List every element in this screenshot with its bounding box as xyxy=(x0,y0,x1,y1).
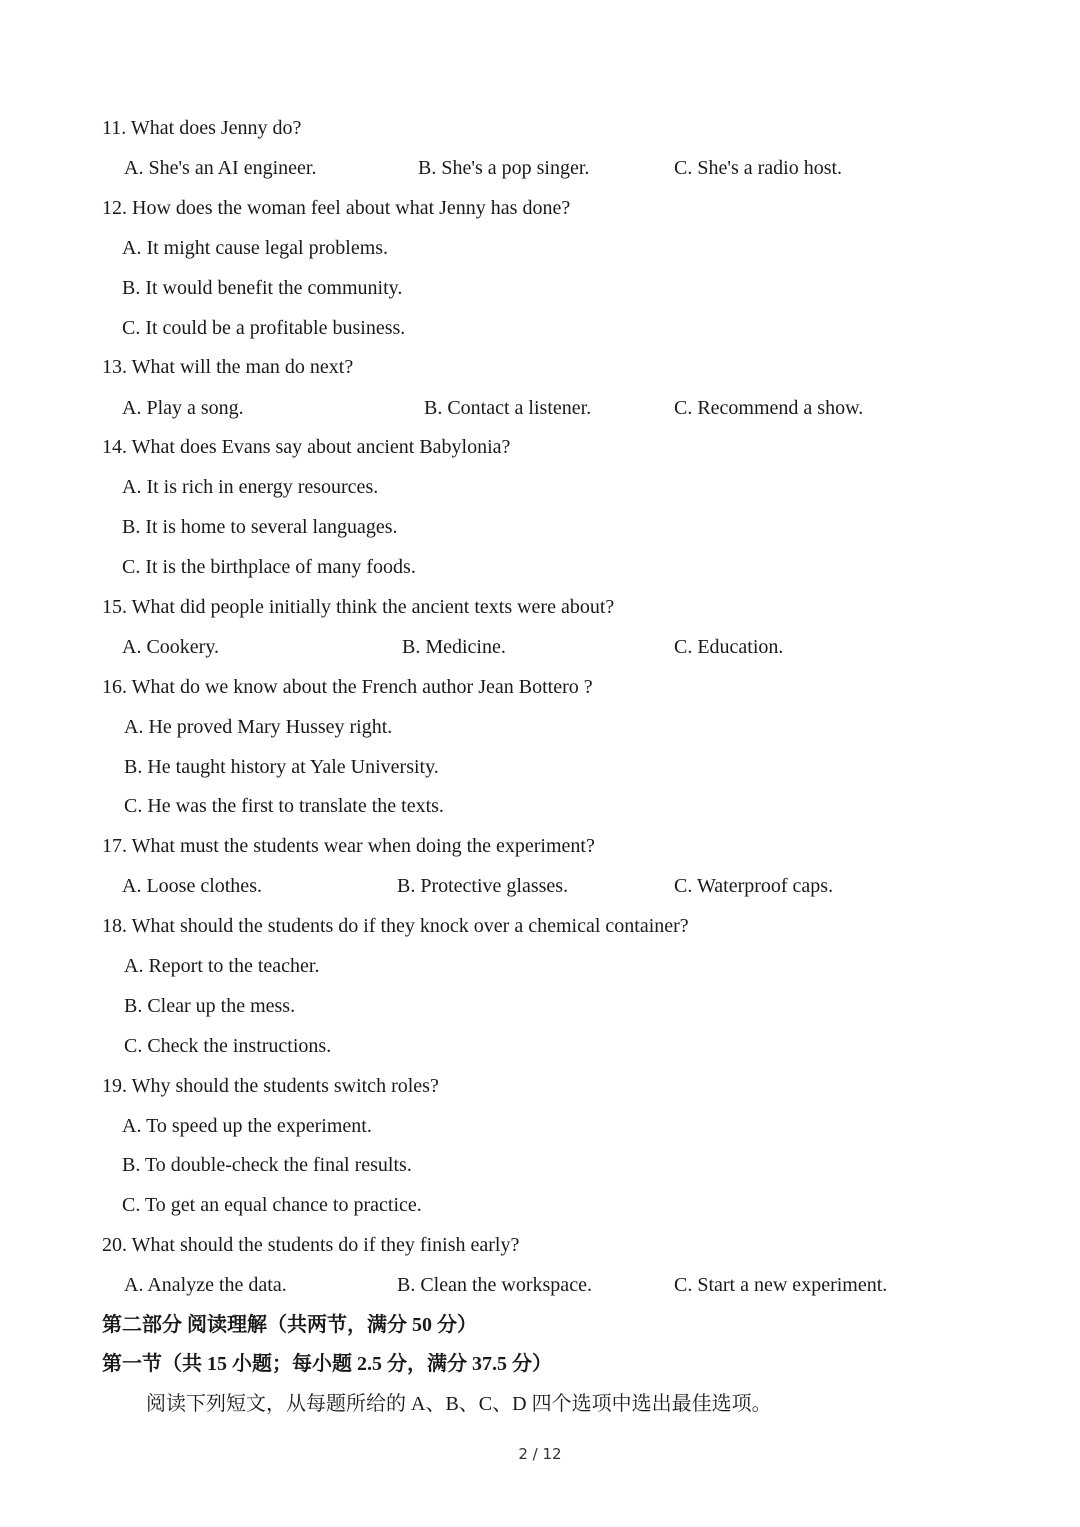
option-14-c: C. It is the birthplace of many foods. xyxy=(122,556,416,578)
option-12-b: B. It would benefit the community. xyxy=(122,277,403,299)
question-20: 20. What should the students do if they finish early? xyxy=(102,1234,520,1256)
option-13-b: B. Contact a listener. xyxy=(424,397,592,419)
option-18-b: B. Clear up the mess. xyxy=(124,995,296,1017)
option-18-a: A. Report to the teacher. xyxy=(124,955,320,977)
section-heading: 第二部分 阅读理解（共两节，满分 50 分） xyxy=(102,1314,477,1336)
question-18: 18. What should the students do if they knock over a chemical container? xyxy=(102,915,689,937)
option-17-a: A. Loose clothes. xyxy=(122,875,262,897)
option-11-a: A. She's an AI engineer. xyxy=(124,157,317,179)
option-13-c: C. Recommend a show. xyxy=(674,397,864,419)
option-12-a: A. It might cause legal problems. xyxy=(122,237,389,259)
question-11: 11. What does Jenny do? xyxy=(102,117,302,139)
instruction-text: 阅读下列短文，从每题所给的 A、B、C、D 四个选项中选出最佳选项。 xyxy=(146,1393,772,1415)
option-20-c: C. Start a new experiment. xyxy=(674,1274,888,1296)
option-15-a: A. Cookery. xyxy=(122,636,220,658)
option-15-b: B. Medicine. xyxy=(402,636,506,658)
question-17: 17. What must the students wear when doing the experiment? xyxy=(102,835,595,857)
option-14-b: B. It is home to several languages. xyxy=(122,516,398,538)
option-12-c: C. It could be a profitable business. xyxy=(122,317,406,339)
option-13-a: A. Play a song. xyxy=(122,397,244,419)
option-19-b: B. To double-check the final results. xyxy=(122,1154,412,1176)
option-17-c: C. Waterproof caps. xyxy=(674,875,834,897)
option-11-b: B. She's a pop singer. xyxy=(418,157,590,179)
option-20-a: A. Analyze the data. xyxy=(124,1274,287,1296)
question-14: 14. What does Evans say about ancient Babylonia? xyxy=(102,436,511,458)
question-15: 15. What did people initially think the ancient texts were about? xyxy=(102,596,615,618)
option-16-b: B. He taught history at Yale University. xyxy=(124,756,439,778)
option-19-c: C. To get an equal chance to practice. xyxy=(122,1194,422,1216)
question-16: 16. What do we know about the French author Jean Bottero ? xyxy=(102,676,593,698)
question-19: 19. Why should the students switch roles? xyxy=(102,1075,439,1097)
option-16-c: C. He was the first to translate the texts. xyxy=(124,795,444,817)
option-19-a: A. To speed up the experiment. xyxy=(122,1115,372,1137)
option-18-c: C. Check the instructions. xyxy=(124,1035,332,1057)
option-16-a: A. He proved Mary Hussey right. xyxy=(124,716,393,738)
page-number: 2 / 12 xyxy=(518,1445,562,1463)
option-14-a: A. It is rich in energy resources. xyxy=(122,476,379,498)
question-12: 12. How does the woman feel about what Jenny has done? xyxy=(102,197,571,219)
option-20-b: B. Clean the workspace. xyxy=(397,1274,592,1296)
option-17-b: B. Protective glasses. xyxy=(397,875,569,897)
option-15-c: C. Education. xyxy=(674,636,784,658)
subsection-heading: 第一节（共 15 小题；每小题 2.5 分，满分 37.5 分） xyxy=(102,1353,552,1375)
option-11-c: C. She's a radio host. xyxy=(674,157,843,179)
question-13: 13. What will the man do next? xyxy=(102,356,354,378)
